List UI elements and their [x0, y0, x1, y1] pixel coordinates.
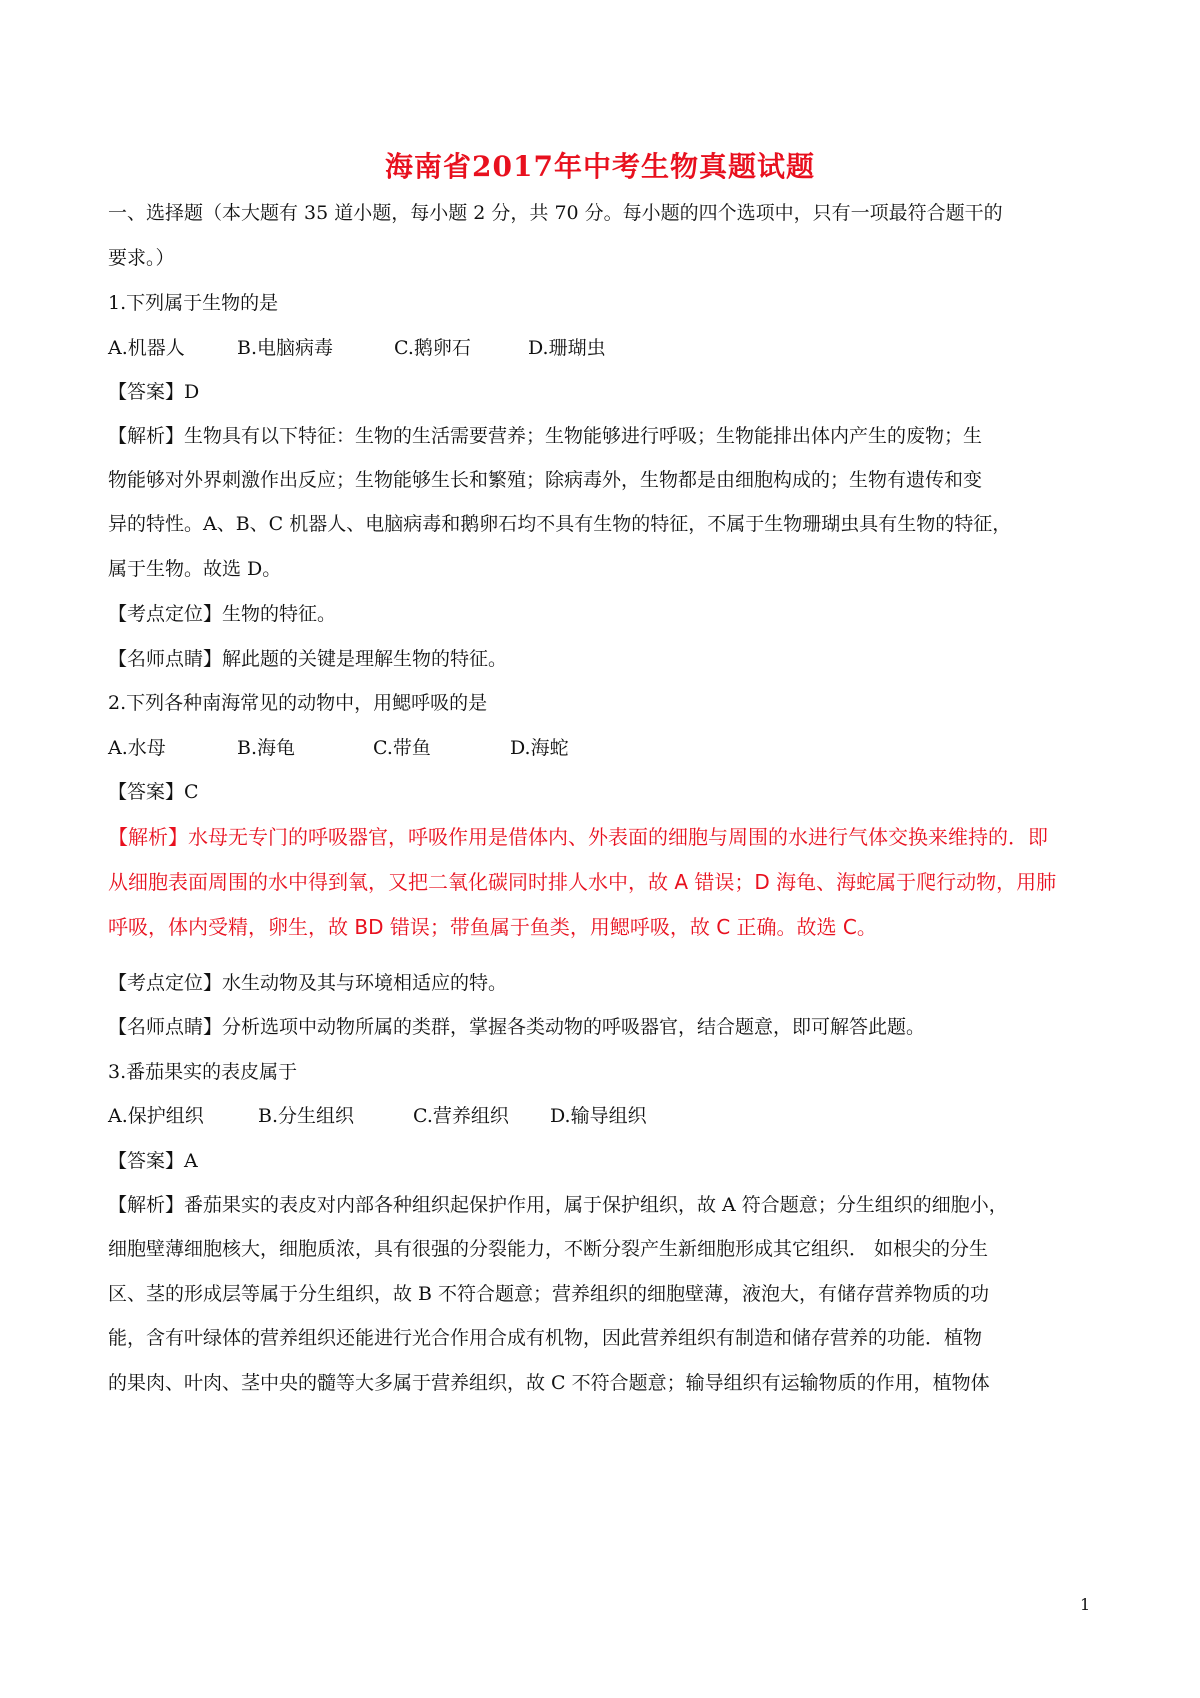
q3-option-d: D.输导组织	[550, 1105, 647, 1127]
q2-answer: 【答案】C	[108, 781, 199, 803]
q2-point: 【考点定位】水生动物及其与环境相适应的特。	[108, 972, 508, 994]
q3-analysis-line: 能，含有叶绿体的营养组织还能进行光合作用合成有机物，因此营养组织有制造和储存营养的功能．植物	[108, 1327, 983, 1349]
q1-analysis-line: 物能够对外界刺激作出反应；生物能够生长和繁殖；除病毒外，生物都是由细胞构成的；生物有遗传和变	[108, 469, 983, 491]
q2-option-c: C.带鱼	[373, 737, 431, 759]
q1-option-d: D.珊瑚虫	[528, 337, 606, 359]
page-number: 1	[1080, 1595, 1091, 1614]
q1-point: 【考点定位】生物的特征。	[108, 603, 337, 625]
q3-analysis-line: 的果肉、叶肉、茎中央的髓等大多属于营养组织，故 C 不符合题意；输导组织有运输物质的作用，植物体	[108, 1372, 990, 1394]
q3-answer: 【答案】A	[108, 1150, 198, 1172]
q1-question: 1.下列属于生物的是	[108, 292, 279, 314]
q2-tip: 【名师点睛】分析选项中动物所属的类群，掌握各类动物的呼吸器官，结合题意，即可解答此题。	[108, 1016, 926, 1038]
q1-option-b: B.电脑病毒	[237, 337, 334, 359]
q1-analysis-line: 【解析】生物具有以下特征：生物的生活需要营养；生物能够进行呼吸；生物能排出体内产生的废物；生	[108, 425, 983, 447]
q3-analysis-line: 【解析】番茄果实的表皮对内部各种组织起保护作用，属于保护组织，故 A 符合题意；分生组织的细胞小，	[108, 1194, 1008, 1216]
q3-analysis-line: 区、茎的形成层等属于分生组织，故 B 不符合题意；营养组织的细胞壁薄，液泡大，有储存营养物质的功	[108, 1283, 990, 1305]
q1-analysis-line: 属于生物。故选 D。	[108, 558, 282, 580]
q2-question: 2.下列各种南海常见的动物中，用鳃呼吸的是	[108, 692, 488, 714]
q3-option-b: B.分生组织	[258, 1105, 355, 1127]
q2-analysis-line: 【解析】水母无专门的呼吸器官，呼吸作用是借体内、外表面的细胞与周围的水进行气体交换来维持的．即	[108, 825, 1048, 849]
section-heading-line-2: 要求。）	[108, 247, 175, 269]
q2-analysis-line: 呼吸，体内受精，卵生，故 BD 错误；带鱼属于鱼类，用鳃呼吸，故 C 正确。故选 C。	[108, 915, 877, 939]
q1-option-c: C.鹅卵石	[394, 337, 471, 359]
q2-option-b: B.海龟	[237, 737, 296, 759]
q3-option-c: C.营养组织	[413, 1105, 509, 1127]
q2-option-a: A.水母	[108, 737, 166, 759]
q1-tip: 【名师点睛】解此题的关键是理解生物的特征。	[108, 648, 508, 670]
q2-analysis-line: 从细胞表面周围的水中得到氧，又把二氧化碳同时排人水中，故 A 错误；D 海龟、海蛇属于爬行动物，用肺	[108, 870, 1057, 894]
q3-question: 3.番茄果实的表皮属于	[108, 1061, 298, 1083]
section-heading-line-1: 一、选择题（本大题有 35 道小题，每小题 2 分，共 70 分。每小题的四个选项中，只有一项最符合题干的	[108, 202, 1003, 224]
q1-answer: 【答案】D	[108, 381, 200, 403]
q1-option-a: A.机器人	[108, 337, 185, 359]
q3-option-a: A.保护组织	[108, 1105, 204, 1127]
q2-option-d: D.海蛇	[510, 737, 569, 759]
doc-title: 海南省2017年中考生物真题试题	[385, 150, 815, 183]
q1-analysis-line: 异的特性。A、B、C 机器人、电脑病毒和鹅卵石均不具有生物的特征，不属于生物珊瑚虫具有生物的特征，	[108, 513, 1012, 535]
q3-analysis-line: 细胞壁薄细胞核大，细胞质浓，具有很强的分裂能力，不断分裂产生新细胞形成其它组织． 如根尖的分生	[108, 1238, 989, 1260]
